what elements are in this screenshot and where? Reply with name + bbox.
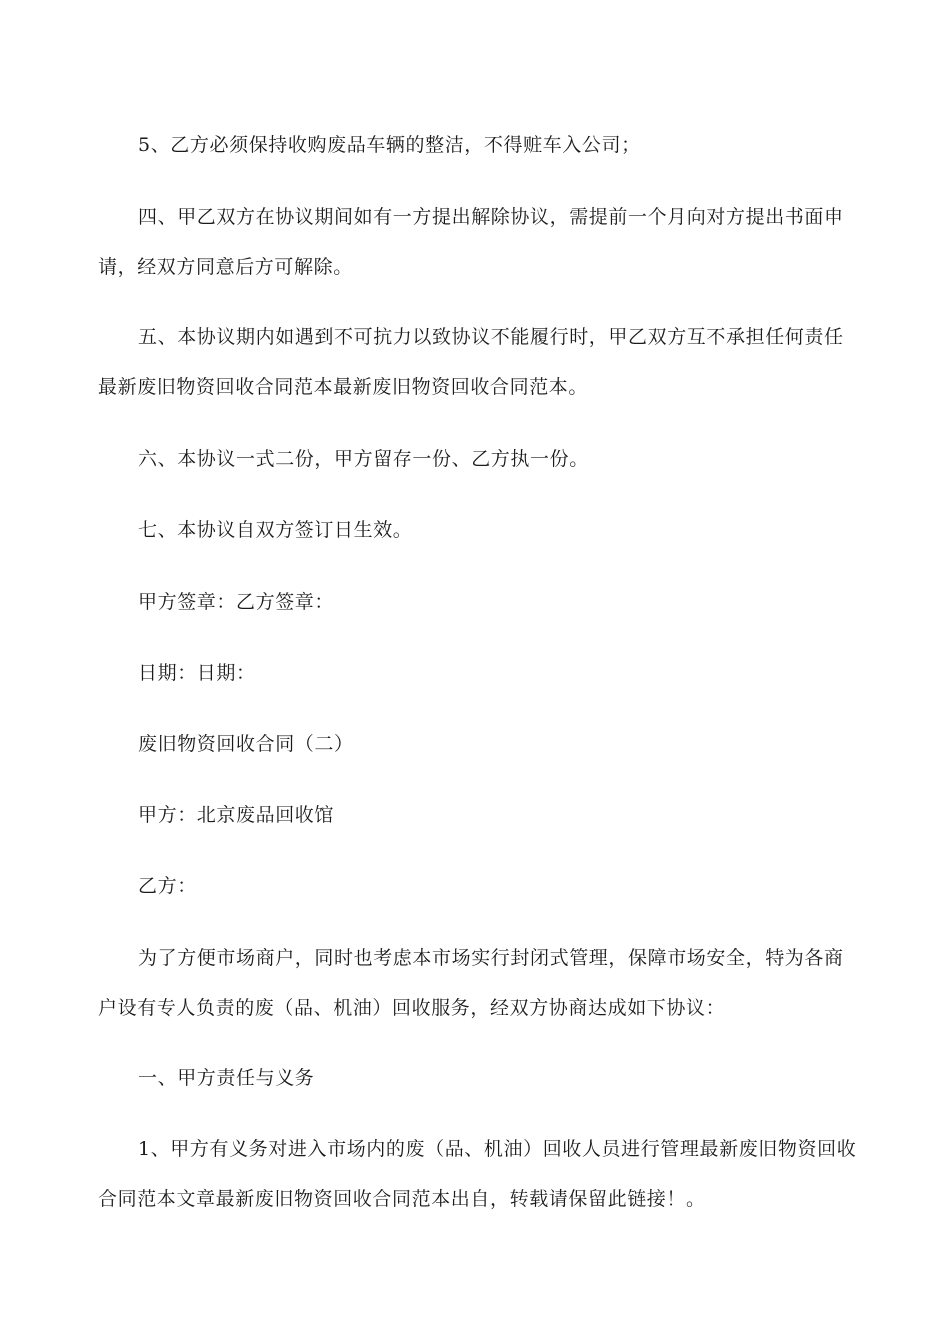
section-1-item-1: 1、甲方有义务对进入市场内的废（品、机油）回收人员进行管理最新废旧物资回收合同范本文章最新废旧物资回收合同范本出自，转载请保留此链接！。 (98, 1138, 857, 1210)
clause-5-vehicle-cleanliness: 5、乙方必须保持收购废品车辆的整洁，不得赃车入公司； (138, 134, 641, 156)
clause-4-termination: 四、甲乙双方在协议期间如有一方提出解除协议，需提前一个月向对方提出书面申请，经双方同意后方可解除。 (98, 206, 844, 278)
signature-line: 甲方签章：乙方签章： (138, 591, 335, 613)
clause-7-effective: 七、本协议自双方签订日生效。 (138, 519, 413, 541)
party-a: 甲方：北京废品回收馆 (138, 804, 335, 826)
preamble: 为了方便市场商户，同时也考虑本市场实行封闭式管理，保障市场安全，特为各商户设有专人负责的废（品、机油）回收服务，经双方协商达成如下协议： (98, 947, 844, 1019)
party-b: 乙方： (138, 875, 197, 897)
section-1-heading: 一、甲方责任与义务 (138, 1067, 315, 1089)
date-line: 日期：日期： (138, 662, 256, 684)
clause-5-force-majeure: 五、本协议期内如遇到不可抗力以致协议不能履行时，甲乙双方互不承担任何责任最新废旧物资回收合同范本最新废旧物资回收合同范本。 (98, 326, 844, 398)
clause-6-copies: 六、本协议一式二份，甲方留存一份、乙方执一份。 (138, 448, 589, 470)
contract-two-title: 废旧物资回收合同（二） (138, 733, 354, 755)
